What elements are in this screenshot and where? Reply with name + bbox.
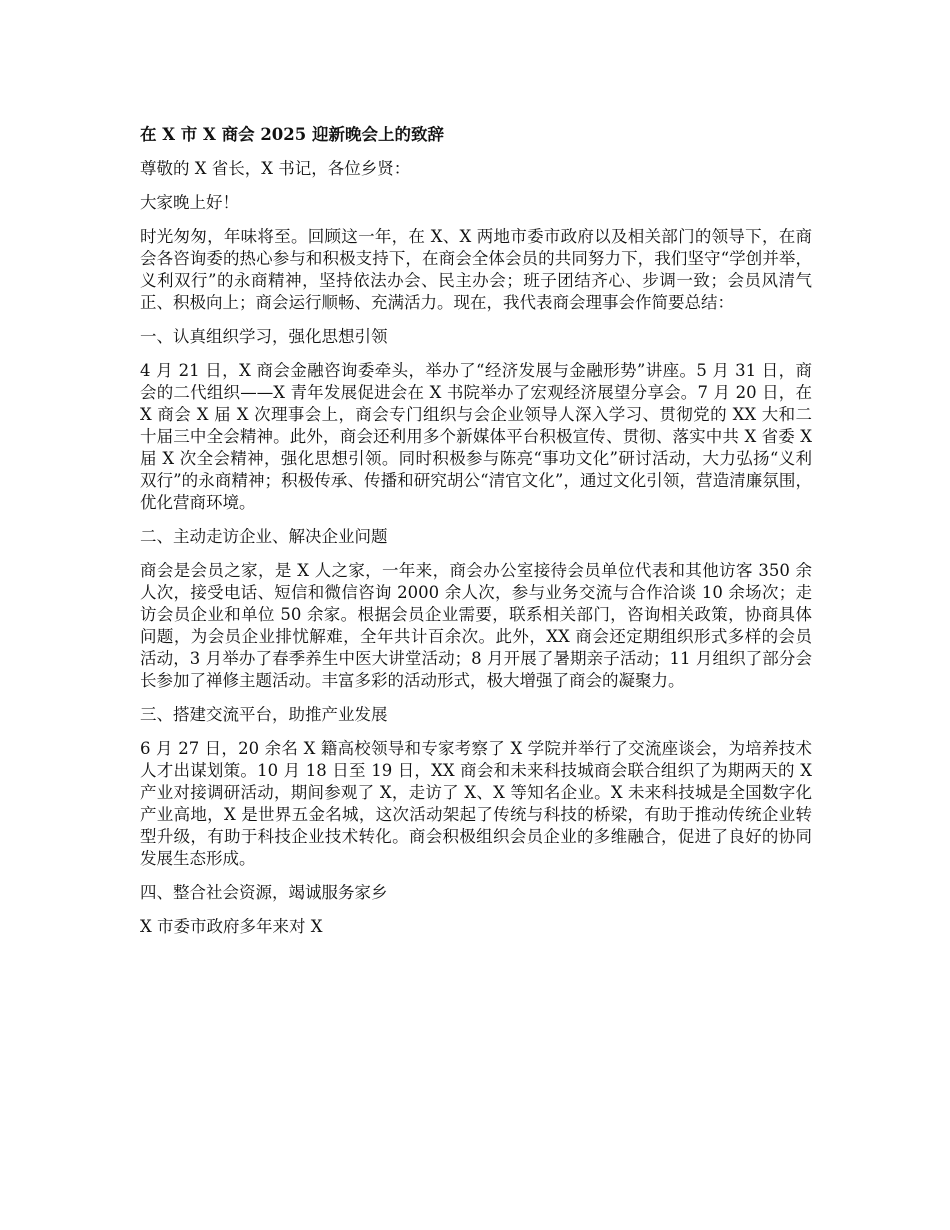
section-heading-3: 三、搭建交流平台，助推产业发展 [140,705,388,724]
section-heading-4: 四、整合社会资源，竭诚服务家乡 [140,883,388,902]
section-heading-2: 二、主动走访企业、解决企业问题 [140,527,388,546]
intro-paragraph: 时光匆匆，年味将至。回顾这一年，在 X、X 两地市委市政府以及相关部门的领导下，在商会各咨询委的热心参与和积极支持下，在商会全体会员的共同努力下，我们坚守“学创并举，义利双行”的永商精神，坚持依法办会、民主办会；班子团结齐心、步调一致；会员风清气正、积极向上；商会运行顺畅、充满活力。现在，我代表商会理事会作简要总结： [140,227,812,312]
greeting: 大家晚上好！ [140,193,239,212]
section-body-4: X 市委市政府多年来对 X [140,917,323,936]
salutation: 尊敬的 X 省长，X 书记，各位乡贤： [140,159,411,178]
section-heading-1: 一、认真组织学习，强化思想引领 [140,327,388,346]
document-title: 在 X 市 X 商会 2025 迎新晚会上的致辞 [140,125,444,144]
section-body-1: 4 月 21 日，X 商会金融咨询委牵头，举办了“经济发展与金融形势”讲座。5 月 31 日，商会的二代组织——X 青年发展促进会在 X 书院举办了宏观经济展望分享会。7 月 20 日，在 X 商会 X 届 X 次理事会上，商会专门组织与会企业领导人深入学习、贯彻党的 XX 大和二十届三中全会精神。此外，商会还利用多个新媒体平台积极宣传、贯彻、落实中共 X 省委 X 届 X 次全会精神，强化思想引领。同时积极参与陈亮“事功文化”研讨活动，大力弘扬“义利双行”的永商精神；积极传承、传播和研究胡公“清官文化”，通过文化引领，营造清廉氛围，优化营商环境。 [140,361,812,512]
document-page [140,124,812,950]
section-body-3: 6 月 27 日，20 余名 X 籍高校领导和专家考察了 X 学院并举行了交流座谈会，为培养技术人才出谋划策。10 月 18 日至 19 日，XX 商会和未来科技城商会联合组织了为期两天的 X 产业对接调研活动，期间参观了 X，走访了 X、X 等知名企业。X 未来科技城是全国数字化产业高地，X 是世界五金名城，这次活动架起了传统与科技的桥梁，有助于推动传统企业转型升级，有助于科技企业技术转化。商会积极组织会员企业的多维融合，促进了良好的协同发展生态形成。 [140,739,812,868]
section-body-2: 商会是会员之家，是 X 人之家，一年来，商会办公室接待会员单位代表和其他访客 350 余人次，接受电话、短信和微信咨询 2000 余人次，参与业务交流与合作洽谈 10 余场次；走访会员企业和单位 50 余家。根据会员企业需要，联系相关部门，咨询相关政策，协商具体问题，为会员企业排忧解难，全年共计百余次。此外，XX 商会还定期组织形式多样的会员活动，3 月举办了春季养生中医大讲堂活动；8 月开展了暑期亲子活动；11 月组织了部分会长参加了禅修主题活动。丰富多彩的活动形式，极大增强了商会的凝聚力。 [140,561,812,690]
